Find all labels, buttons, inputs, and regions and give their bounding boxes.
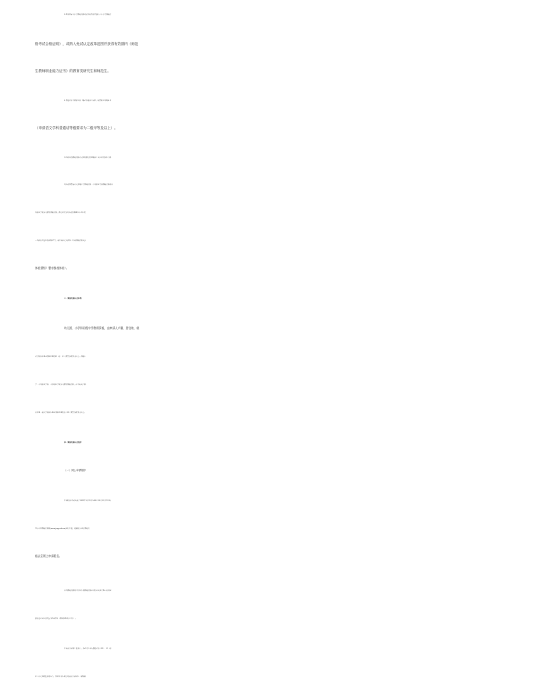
- para-3-line-2: 格考试合格证明》，或纳入免试认定改革范围并获得有效期内《师范: [35, 42, 139, 46]
- section-3-line-3: 学、中等职业学校、中等职业学校实习指导教师资格，由申请人户籍、: [35, 384, 88, 386]
- para-5-line-3: 等职业学校实习指导教师资格，指定医院为鸡西市铁路地区中心医院: [35, 212, 86, 214]
- photo-line-2: 期免冠正面1寸彩色白底证件照（按照系统要求上传）。: [35, 618, 77, 620]
- para-3-line-3: 生教师职业能力证书》的教育类研究生和师范生。: [35, 69, 111, 73]
- apply-time-line-3: 格认定网上申请报名。: [35, 555, 62, 558]
- subsection-1-heading: （一）网上申请程序: [64, 469, 86, 472]
- para-4-line-1: 4.普通话水平测试达到二级乙等及以上标准，取得相应等级证书: [64, 100, 112, 102]
- photo-line-1: 中国教师资格网上传照片和教师资格证书持证人照片统一使用近: [64, 590, 112, 592]
- para-5-line-5: 体检须知》要求参加体检）。: [35, 267, 69, 270]
- para-5-line-1: 5.经相应的教师资格认定机构指定的县级以上人民医院体检合格: [64, 157, 112, 159]
- notice-line-2: 区）认定机构发布的公告，按照要求在规定时间内完成体检、现场确: [35, 676, 86, 678]
- para-5-line-2: 鸡西市教育局认定高级中学教师资格、中等职业学校教师资格和中: [64, 184, 113, 186]
- section-3-heading: 三、教师资格认定机构: [64, 298, 82, 300]
- para-5-line-4: —鸡西市鸡冠区铁西路17号，请申请认定人按照《申请教师资格人员: [35, 240, 87, 242]
- para-4-line-2: （申请语文学科普通话等级要求为二级甲等及以上）。: [35, 126, 118, 130]
- notice-line-1: 申请人完成网上报名后，务必关注本人拟报名市（地）、县（市、: [64, 648, 113, 650]
- section-3-line-2: 读学校所在地或部队驻地的县（市、区）教育行政部门认定；高级中: [35, 356, 86, 358]
- section-3-line-4: 居住地、就读学校所在地或部队驻地的市（地）教育行政部门认定。: [35, 412, 86, 414]
- section-3-line-1: 幼儿园、小学和初级中学教师资格，由申请人户籍、居住地、就: [64, 327, 140, 330]
- para-3-line-1: 3.参加国家中小学教师资格考试并取得有效期内《中小学教师资: [64, 14, 112, 16]
- section-4-heading: 四、教师资格认定程序: [64, 442, 82, 444]
- apply-time-line-2: 登录中国教师资格网(www.jszg.edu.cn)进行申报，根据提示进行教师资: [35, 528, 90, 530]
- apply-time-line-1: 申请时间:申请人请于2023年9月25日9:00至10月13日17:00，: [64, 500, 113, 502]
